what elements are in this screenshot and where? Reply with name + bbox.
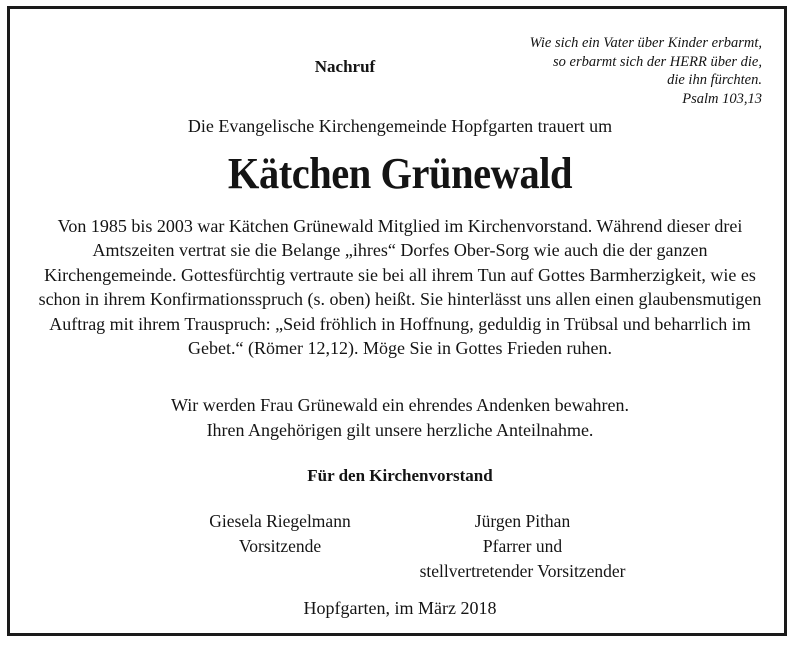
closing-line: Ihren Angehörigen gilt unsere herzliche Anteilnahme. <box>206 420 594 440</box>
signature-pastor <box>400 509 645 584</box>
tribute-line: Kirchengemeinde. Gottesfürchtig vertraute sie bei all ihrem Tun auf Gottes Barmherzigkeit, wie es <box>44 264 756 285</box>
tribute-text <box>36 214 764 360</box>
closing-line: Wir werden Frau Grünewald ein ehrendes Andenken bewahren. <box>170 395 630 415</box>
closing-text <box>0 393 800 443</box>
verse-line: so erbarmt sich der HERR über die, <box>552 53 762 70</box>
notice-heading: Nachruf <box>314 57 376 76</box>
tribute-line: schon in ihrem Konfirmationsspruch (s. oben) heißt. Sie hinterlässt uns allen einen glaubensmutigen <box>38 289 762 310</box>
tribute-line: Von 1985 bis 2003 war Kätchen Grünewald Mitglied im Kirchenvorstand. Während dieser drei <box>57 216 743 236</box>
place-date: Hopfgarten, im März 2018 <box>303 598 497 618</box>
deceased-name: Kätchen Grünewald <box>227 149 573 198</box>
signatory-name: Jürgen Pithan <box>474 511 571 531</box>
verse-reference: Psalm 103,13 <box>682 90 762 107</box>
signature-chair <box>190 509 370 559</box>
intro-text: Die Evangelische Kirchengemeinde Hopfgarten trauert um <box>187 116 613 136</box>
tribute-line: Gebet.“ (Römer 12,12). Möge Sie in Gottes Frieden ruhen. <box>188 338 612 359</box>
bible-verse <box>462 34 762 108</box>
signatory-name: Giesela Riegelmann <box>209 511 351 531</box>
verse-line: Wie sich ein Vater über Kinder erbarmt, <box>529 35 762 51</box>
signatory-role: Vorsitzende <box>238 536 322 556</box>
tribute-line: Amtszeiten vertrat sie die Belange „ihres“ Dorfes Ober-Sorg wie auch die der ganzen <box>92 240 708 261</box>
board-label: Für den Kirchenvorstand <box>307 466 493 485</box>
signatory-role: Pfarrer und <box>482 536 563 556</box>
tribute-line: Auftrag mit ihrem Trauspruch: „Seid fröhlich in Hoffnung, geduldig in Trübsal und beharrlich im <box>49 313 751 334</box>
signatory-role: stellvertretender Vorsitzender <box>419 561 626 581</box>
verse-line: die ihn fürchten. <box>667 72 762 88</box>
